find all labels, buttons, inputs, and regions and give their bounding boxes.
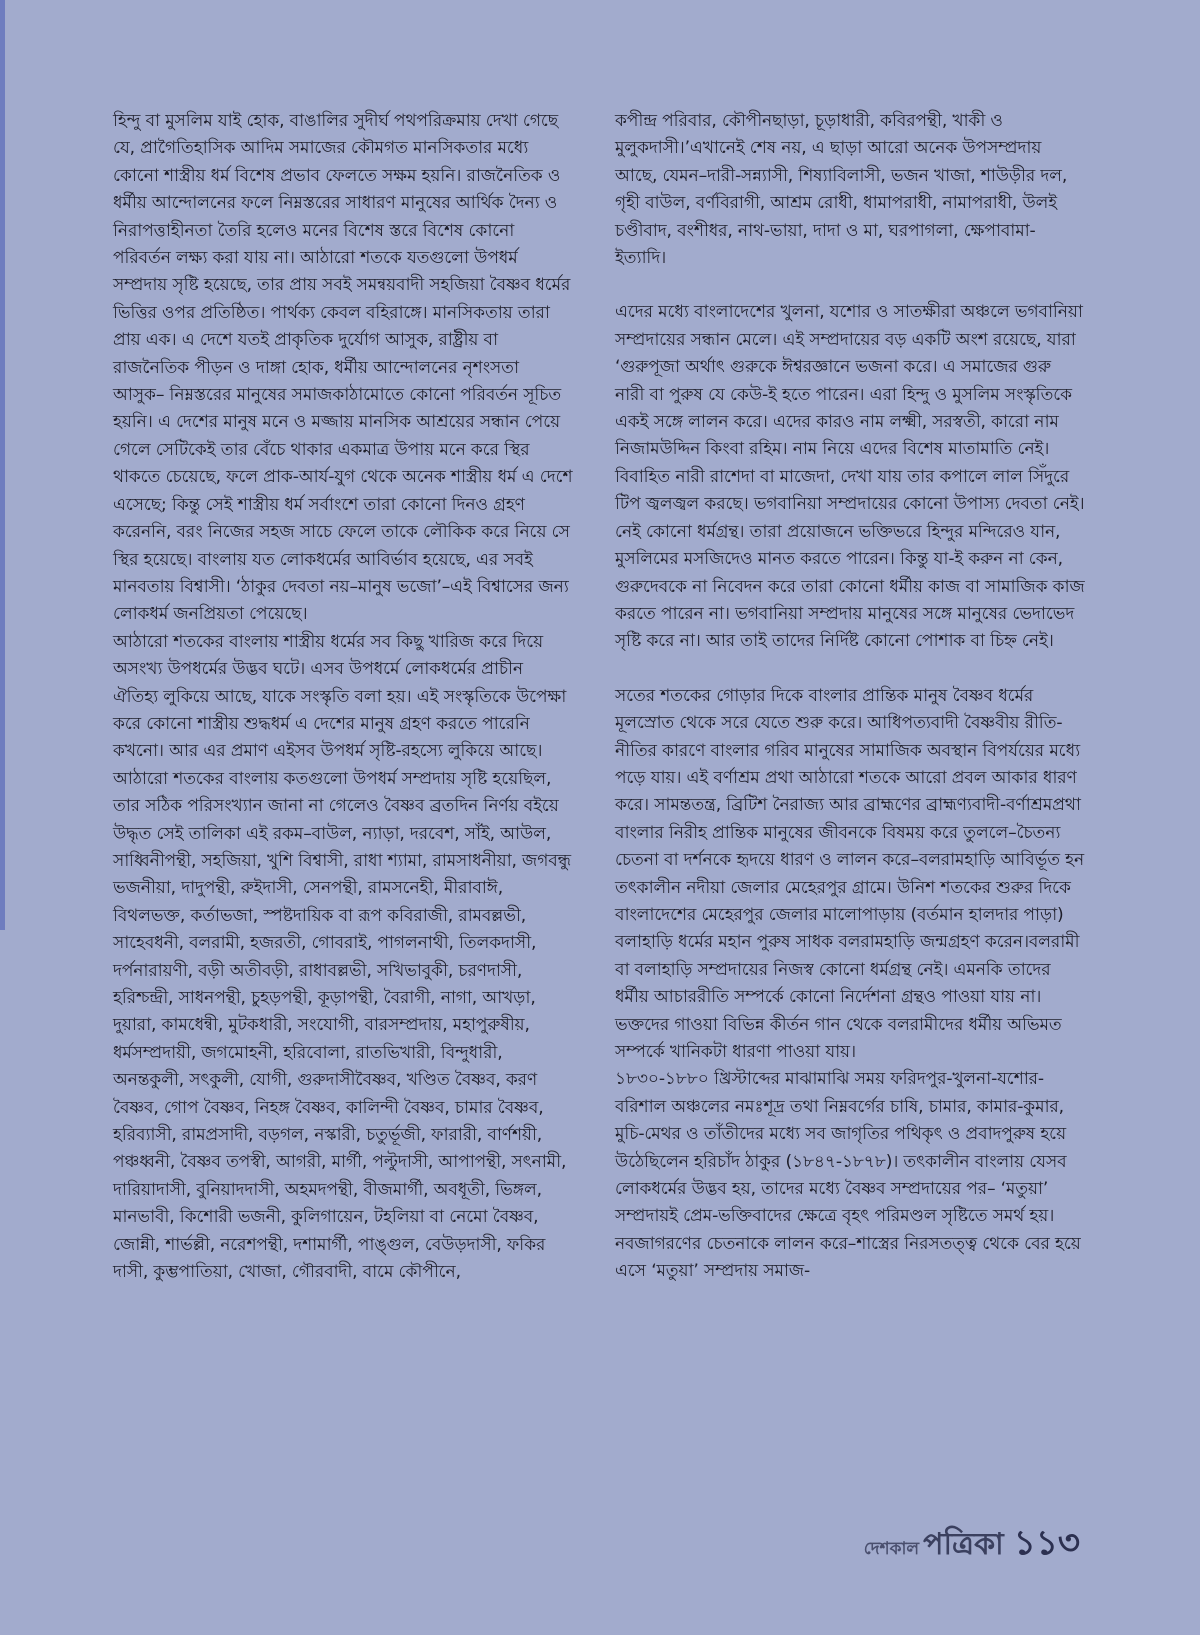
paragraph-gap bbox=[615, 656, 1085, 683]
page-edge-strip bbox=[0, 0, 5, 930]
logo-big-text: পত্রিকা bbox=[923, 1527, 1004, 1562]
page-number: ১১৩ bbox=[1013, 1523, 1080, 1563]
left-paragraph-1: হিন্দু বা মুসলিম যাই হোক, বাঙালির সুদীর্ঘ পথপরিক্রমায় দেখা গেছে যে, প্রাগৈতিহাসিক আদিম সমাজের কৌমগত মানসিকতার মধ্যে কোনো শাস্ত্রীয় ধর্ম বিশেষ প্রভাব ফেলতে সক্ষম হয়নি। রাজনৈতিক ও ধর্মীয় আন্দোলনের ফলে নিম্নস্তরের সাধারণ মানুষের আর্থিক দৈন্য ও নিরাপত্তাহীনতা তৈরি হলেও মনের বিশেষ স্তরে বিশেষ কোনো পরিবর্তন লক্ষ্য করা যায় না। আঠারো শতকে যতগুলো উপধর্ম সম্প্রদায় সৃষ্টি হয়েছে, তার প্রায় সবই সমন্বয়বাদী সহজিয়া বৈষ্ণব ধর্মের ভিত্তির ওপর প্রতিষ্ঠিত। পার্থক্য কেবল বহিরাঙ্গে। মানসিকতায় তারা প্রায় এক। এ দেশে যতই প্রাকৃতিক দুর্যোগ আসুক, রাষ্ট্রীয় বা রাজনৈতিক পীড়ন ও দাঙ্গা হোক, ধর্মীয় আন্দোলনের নৃশংসতা আসুক– নিম্নস্তরের মানুষের সমাজকাঠামোতে কোনো পরিবর্তন সূচিত হয়নি। এ দেশের মানুষ মনে ও মজ্জায় মানসিক আশ্রয়ের সন্ধান পেয়ে গেলে সেটিকেই তার বেঁচে থাকার একমাত্র উপায় মনে করে স্থির থাকতে চেয়েছে, ফলে প্রাক-আর্য-যুগ থেকে অনেক শাস্ত্রীয় ধর্ম এ দেশে এসেছে; কিন্তু সেই শাস্ত্রীয় ধর্ম সর্বাংশে তারা কোনো দিনও গ্রহণ করেননি, বরং নিজের সহজ সাচে ফেলে তাকে লৌকিক করে নিয়ে সে স্থির হয়েছে। বাংলায় যত লোকধর্মের আবির্ভাব হয়েছে, এর সবই মানবতায় বিশ্বাসী। ‘ঠাকুর দেবতা নয়–মানুষ ভজো’–এই বিশ্বাসের জন্য লোকধর্ম জনপ্রিয়তা পেয়েছে। bbox=[113, 111, 573, 625]
right-paragraph-4: ১৮৩০-১৮৮০ খ্রিস্টাব্দের মাঝামাঝি সময় ফরিদপুর-খুলনা-যশোর-বরিশাল অঞ্চলের নমঃশূদ্র তথা নিম্নবর্গের চাষি, চামার, কামার-কুমার, মুচি-মেথর ও তাঁতীদের মধ্যে সব জাগৃতির পথিকৃৎ ও প্রবাদপুরুষ হয়ে উঠেছিলেন হরিচাঁদ ঠাকুর (১৮৪৭-১৮৭৮)। তৎকালীন বাংলায় যেসব লোকধর্মের উদ্ভব হয়, তাদের মধ্যে বৈষ্ণব সম্প্রদায়ের পর– ‘মতুয়া’ সম্প্রদায়ই প্রেম-ভক্তিবাদের ক্ষেত্রে বৃহৎ পরিমণ্ডল সৃষ্টিতে সমর্থ হয়। নবজাগরণের চেতনাকে লালন করে–শাস্ত্রের নিরসতত্ত্ব থেকে বের হয়ে এসে ‘মতুয়া’ সম্প্রদায় সমাজ- bbox=[615, 1069, 1081, 1282]
right-paragraph-2: এদের মধ্যে বাংলাদেশের খুলনা, যশোর ও সাতক্ষীরা অঞ্চলে ভগবানিয়া সম্প্রদায়ের সন্ধান মেলে। এই সম্প্রদায়ের বড় একটি অংশ রয়েছে, যারা ‘গুরুপূজা অর্থাৎ গুরুকে ঈশ্বরজ্ঞানে ভজনা করে। এ সমাজের গুরু নারী বা পুরুষ যে কেউ-ই হতে পারেন। এরা হিন্দু ও মুসলিম সংস্কৃতিকে একই সঙ্গে লালন করে। এদের কারও নাম লক্ষ্মী, সরস্বতী, কারো নাম নিজামউদ্দিন কিংবা রহিম। নাম নিয়ে এদের বিশেষ মাতামাতি নেই। বিবাহিত নারী রাশেদা বা মাজেদা, দেখা যায় তার কপালে লাল সিঁদুরে টিপ জ্বলজ্বল করছে। ভগবানিয়া সম্প্রদায়ের কোনো উপাস্য দেবতা নেই। নেই কোনো ধর্মগ্রন্থ। তারা প্রয়োজনে ভক্তিভরে হিন্দুর মন্দিরেও যান, মুসলিমের মসজিদেও মানত করতে পারেন। কিন্তু যা-ই করুন না কেন, গুরুদেবকে না নিবেদন করে তারা কোনো ধর্মীয় কাজ বা সামাজিক কাজ করতে পারেন না। ভগবানিয়া সম্প্রদায় মানুষের সঙ্গে মানুষের ভেদাভেদ সৃষ্টি করে না। আর তাই তাদের নির্দিষ্ট কোনো পোশাক বা চিহ্ন নেই। bbox=[615, 302, 1085, 652]
left-column bbox=[113, 108, 573, 1286]
paragraph-gap bbox=[615, 272, 1085, 299]
magazine-logo bbox=[864, 1520, 1004, 1571]
right-column bbox=[615, 108, 1085, 1286]
logo-small-text: দেশকাল bbox=[863, 1539, 920, 1559]
page-footer bbox=[864, 1517, 1080, 1574]
right-paragraph-3: সতের শতকের গোড়ার দিকে বাংলার প্রান্তিক মানুষ বৈষ্ণব ধর্মের মূলস্রোত থেকে সরে যেতে শুরু করে। আধিপত্যবাদী বৈষ্ণবীয় রীতি-নীতির কারণে বাংলার গরিব মানুষের সামাজিক অবস্থান বিপর্যয়ের মধ্যে পড়ে যায়। এই বর্ণাশ্রম প্রথা আঠারো শতকে আরো প্রবল আকার ধারণ করে। সামন্ততন্ত্র, ব্রিটিশ নৈরাজ্য আর ব্রাহ্মণের ব্রাহ্মণ্যবাদী-বর্ণাশ্রমপ্রথা বাংলার নিরীহ প্রান্তিক মানুষের জীবনকে বিষময় করে তুললে–চৈতন্য চেতনা বা দর্শনকে হৃদয়ে ধারণ ও লালন করে–বলরামহাড়ি আবির্ভূত হন তৎকালীন নদীয়া জেলার মেহেরপুর গ্রামে। উনিশ শতকের শুরুর দিকে বাংলাদেশের মেহেরপুর জেলার মালোপাড়ায় (বর্তমান হালদার পাড়া) বলাহাড়ি ধর্মের মহান পুরুষ সাধক বলরামহাড়ি জন্মগ্রহণ করেন।বলরামী বা বলাহাড়ি সম্প্রদায়ের নিজস্ব কোনো ধর্মগ্রন্থ নেই। এমনকি তাদের ধর্মীয় আচাররীতি সম্পর্কে কোনো নির্দেশনা গ্রন্থও পাওয়া যায় না। ভক্তদের গাওয়া বিভিন্ন কীর্তন গান থেকে বলরামীদের ধর্মীয় অভিমত সম্পর্কে খানিকটা ধারণা পাওয়া যায়। bbox=[615, 685, 1085, 1062]
right-paragraph-1: কপীন্দ্র পরিবার, কৌপীনছাড়া, চূড়াধারী, কবিরপন্থী, খাকী ও মুলুকদাসী।’এখানেই শেষ নয়, এ ছাড়া আরো অনেক উপসম্প্রদায় আছে, যেমন–দারী-সন্ন্যাসী, শিষ্যাবিলাসী, ভজন খাজা, শাউড়ীর দল, গৃহী বাউল, বর্ণবিরাগী, আশ্রম রোধী, ধামাপরাধী, নামাপরাধী, উলই চণ্ডীবাদ, বংশীধর, নাথ-ভায়া, দাদা ও মা, ঘরপাগলা, ক্ষেপাবামা-ইত্যাদি। bbox=[615, 111, 1068, 269]
left-paragraph-2: আঠারো শতকের বাংলায় শাস্ত্রীয় ধর্মের সব কিছু খারিজ করে দিয়ে অসংখ্য উপধর্মের উদ্ভব ঘটে। এসব উপধর্মে লোকধর্মের প্রাচীন ঐতিহ্য লুকিয়ে আছে, যাকে সংস্কৃতি বলা হয়। এই সংস্কৃতিকে উপেক্ষা করে কোনো শাস্ত্রীয় শুদ্ধধর্ম এ দেশের মানুষ গ্রহণ করতে পারেনি কখনো। আর এর প্রমাণ এইসব উপধর্ম সৃষ্টি-রহস্যে লুকিয়ে আছে। আঠারো শতকের বাংলায় কতগুলো উপধর্ম সম্প্রদায় সৃষ্টি হয়েছিল, তার সঠিক পরিসংখ্যান জানা না গেলেও বৈষ্ণব ব্রতদিন নির্ণয় বইয়ে উদ্ধৃত সেই তালিকা এই রকম–বাউল, ন্যাড়া, দরবেশ, সাঁই, আউল, সাধ্বিনীপন্থী, সহজিয়া, খুশি বিশ্বাসী, রাধা শ্যামা, রামসাধনীয়া, জগবন্ধু ভজনীয়া, দাদুপন্থী, রুইদাসী, সেনপন্থী, রামসনেহী, মীরাবাঈ, বিথলভক্ত, কর্তাভজা, স্পষ্টদায়িক বা রূপ কবিরাজী, রামবল্লভী, সাহেবধনী, বলরামী, হজরতী, গোবরাই, পাগলনাথী, তিলকদাসী, দর্পনারায়ণী, বড়ী অতীবড়ী, রাধাবল্লভী, সখিভাবুকী, চরণদাসী, হরিশ্চন্দ্রী, সাধনপন্থী, চুহড়পন্থী, কূড়াপন্থী, বৈরাগী, নাগা, আখড়া, দুয়ারা, কামধেন্বী, মুটকধারী, সংযোগী, বারসম্প্রদায়, মহাপুরুষীয়, ধর্মসম্প্রদায়ী, জগমোহনী, হরিবোলা, রাতভিখারী, বিন্দুধারী, অনন্তকুলী, সৎকুলী, যোগী, গুরুদাসীবৈষ্ণব, খণ্ডিত বৈষ্ণব, করণ বৈষ্ণব, গোপ বৈষ্ণব, নিহঙ্গ বৈষ্ণব, কালিন্দী বৈষ্ণব, চামার বৈষ্ণব, হরিব্যাসী, রামপ্রসাদী, বড়গল, নস্কারী, চতুর্ভূজী, ফারারী, বার্ণশয়ী, পঞ্চধ্বনী, বৈষ্ণব তপস্বী, আগরী, মার্গী, পল্টুদাসী, আপাপন্থী, সৎনামী, দারিয়াদাসী, বুনিয়াদদাসী, অহমদপন্থী, বীজমার্গী, অবধূতী, ভিঙ্গল, মানভাবী, কিশোরী ভজনী, কুলিগায়েন, টহলিয়া বা নেমো বৈষ্ণব, জোন্নী, শার্ভল্লী, নরেশপন্থী, দশামার্গী, পাঙ্গুল, বেউড়দাসী, ফকির দাসী, কুম্ভপাতিয়া, খোজা, গৌরবাদী, বামে কৌপীনে, bbox=[113, 631, 572, 1283]
